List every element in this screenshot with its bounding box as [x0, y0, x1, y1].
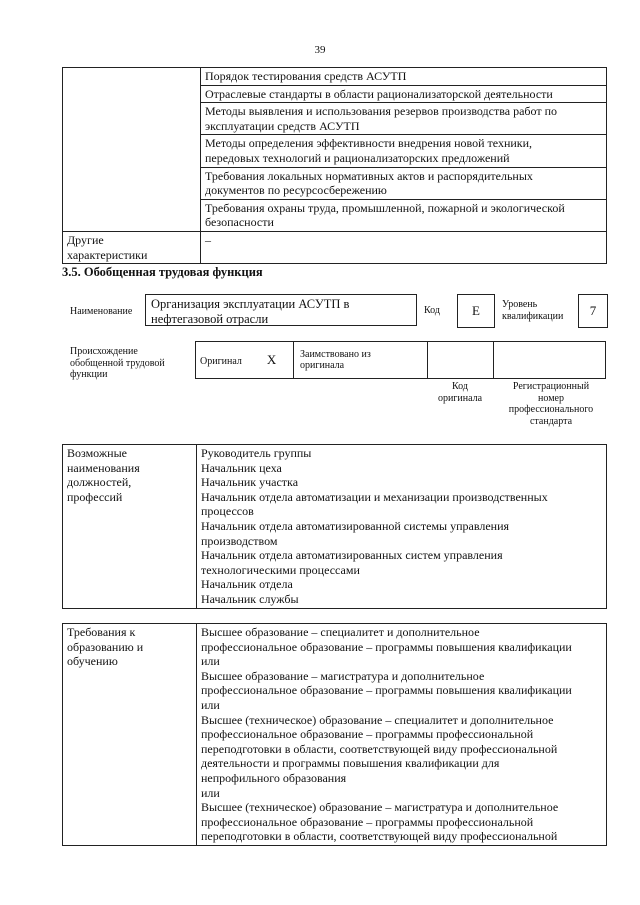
positions-list — [197, 445, 607, 609]
knowledge-item: Требования охраны труда, промышленной, пожарной и экологической безопасности — [201, 199, 607, 231]
list-item: Начальник отдела автоматизированной системы управления — [201, 518, 510, 533]
list-item: Руководитель группы — [201, 446, 312, 460]
page-number: 39 — [314, 44, 326, 56]
knowledge-table — [62, 67, 607, 264]
table-row — [63, 231, 607, 263]
list-item: Начальник отдела автоматизированных систем управления — [201, 548, 503, 563]
education-table — [62, 623, 607, 846]
list-item: Начальник службы — [201, 591, 299, 606]
knowledge-item: Требования локальных нормативных актов и распорядительных документов по ресурсосбережению — [201, 167, 607, 199]
empty-label-cell — [63, 68, 201, 232]
positions-label: Возможные наименования должностей, профессий — [63, 445, 197, 609]
list-item: Начальник отдела автоматизации и механизации производственных — [201, 489, 548, 504]
positions-table — [62, 444, 607, 609]
level-label: Уровень квалификации — [502, 299, 564, 322]
origin-label: Происхождение обобщенной трудовой функции — [70, 346, 165, 380]
origin-code-cell — [428, 342, 494, 379]
origin-reg-cell — [494, 342, 606, 379]
education-text: Высшее образование – специалитет и дополнительное профессиональное образование – программы повышения квалификации или Высшее образование – магистратура и дополнительное профессиональное образование – программы повышения квалификации или Высшее (техническое) образование – специалитет и дополнительное профессиональное образование – программы профессиональной переподготовки в области, соответствующей виду профессиональной деятельности и программы повышения квалификации для непрофильного образования или Высшее (техническое) образование – магистратура и дополнительное профессиональное образование – программы профессиональной переподготовки в области, соответствующей виду профессиональной — [197, 624, 607, 846]
name-label: Наименование — [70, 306, 133, 317]
original-label: Оригинал — [200, 355, 242, 367]
section-title: 3.5. Обобщенная трудовая функция — [62, 265, 263, 279]
code-value-box: E — [457, 294, 495, 328]
original-cell — [196, 342, 294, 379]
list-item-cont: технологическими процессами — [201, 562, 360, 577]
knowledge-item: Методы выявления и использования резервов производства работ по эксплуатации средств АСУТП — [201, 103, 607, 135]
original-mark: X — [266, 351, 277, 367]
list-item: Начальник цеха — [201, 460, 282, 475]
name-value-box: Организация эксплуатации АСУТП в нефтегазовой отрасли — [145, 294, 417, 326]
list-item: Начальник участка — [201, 475, 299, 490]
level-value-box: 7 — [578, 294, 608, 328]
education-label: Требования к образованию и обучению — [63, 624, 197, 846]
code-caption: Код оригинала — [437, 381, 483, 404]
knowledge-item: Методы определения эффективности внедрения новой техники, передовых технологий и рационализаторских предложений — [201, 135, 607, 167]
knowledge-item: Порядок тестирования средств АСУТП — [201, 68, 607, 86]
list-item: Начальник отдела — [201, 577, 293, 592]
table-row — [63, 68, 607, 86]
origin-table — [195, 341, 606, 379]
other-characteristics-label: Другие характеристики — [63, 231, 201, 263]
list-item-cont: производством — [201, 533, 278, 548]
code-label: Код — [424, 305, 440, 316]
list-item-cont: процессов — [201, 504, 254, 519]
other-characteristics-value: – — [201, 231, 607, 263]
borrowed-cell: Заимствовано из оригинала — [294, 342, 428, 379]
reg-caption: Регистрационный номер профессионального стандарта — [508, 381, 594, 427]
knowledge-item: Отраслевые стандарты в области рационализаторской деятельности — [201, 85, 607, 103]
